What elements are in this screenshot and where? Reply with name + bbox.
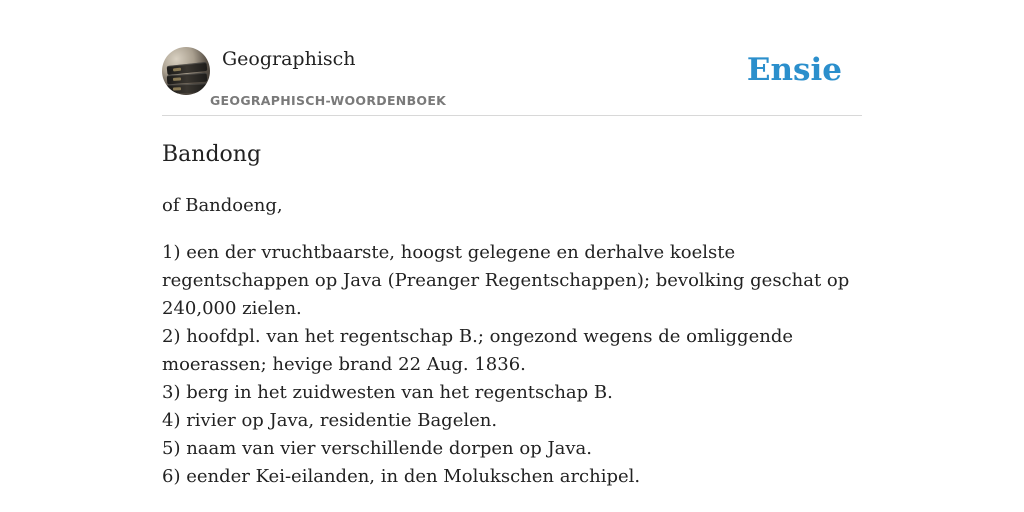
site-header bbox=[162, 46, 862, 116]
book-spine bbox=[167, 83, 207, 93]
entry-intro: of Bandoeng, bbox=[162, 195, 283, 216]
definition-item: 5) naam van vier verschillende dorpen op Java. bbox=[162, 438, 593, 459]
definition-item: 1) een der vruchtbaarste, hoogst gelegene en derhalve koelste regentschappen op Java (Preanger Regentschappen); bevolking geschat op 240,000 zielen. bbox=[162, 242, 850, 319]
definition-list bbox=[162, 239, 882, 491]
ensie-logo-link[interactable]: Ensie bbox=[746, 52, 842, 88]
definition-item: 6) eender Kei-eilanden, in den Molukschen archipel. bbox=[162, 466, 641, 487]
entry-title: Bandong bbox=[162, 142, 262, 167]
books-avatar-icon[interactable] bbox=[162, 47, 210, 95]
definition-item: 2) hoofdpl. van het regentschap B.; ongezond wegens de omliggende moerassen; hevige brand 22 Aug. 1836. bbox=[162, 326, 793, 375]
site-subtitle[interactable]: GEOGRAPHISCH-WOORDENBOEK bbox=[210, 93, 447, 108]
definition-item: 3) berg in het zuidwesten van het regentschap B. bbox=[162, 382, 613, 403]
definition-item: 4) rivier op Java, residentie Bagelen. bbox=[162, 410, 498, 431]
site-title[interactable]: Geographisch bbox=[222, 48, 356, 70]
